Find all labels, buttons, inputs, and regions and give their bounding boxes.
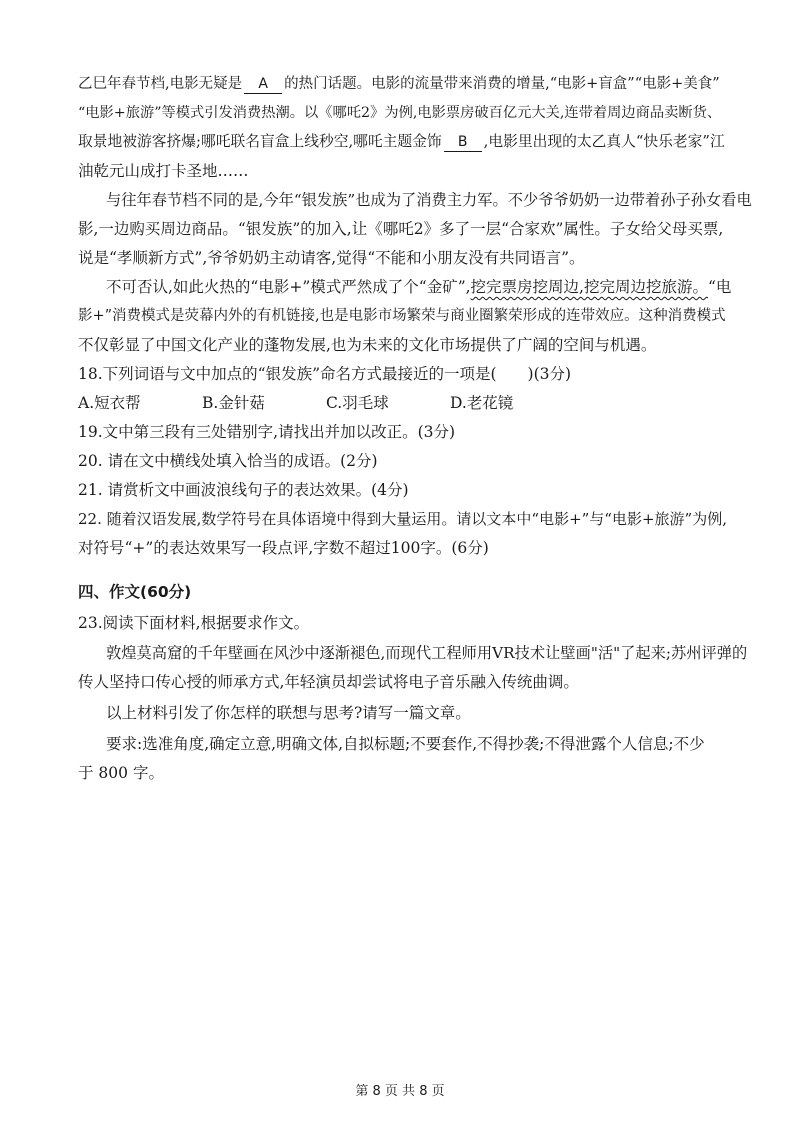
- option-d: D.老花镜: [450, 394, 514, 412]
- section-heading: 四、作文(60分): [78, 583, 192, 601]
- question-18-options: [78, 392, 728, 414]
- material-line1: 敦煌莫高窟的千年壁画在风沙中逐渐褪色,而现代工程师用VR技术让壁画"活"了起来;苏州评弹的: [106, 644, 748, 662]
- question-22-line1: 22. 随着汉语发展,数学符号在具体语境中得到大量运用。请以文本中“电影+”与“电影+旅游”为例,: [78, 510, 727, 528]
- question-20: 20. 请在文中横线处填入恰当的成语。(2分): [78, 452, 378, 470]
- passage-p2-line1: 与往年春节档不同的是,今年“银发族”也成为了消费主力军。不少爷爷奶奶一边带着孙子孙女看电: [106, 191, 752, 209]
- option-c: C.羽毛球: [326, 394, 389, 412]
- material-line2: 传人坚持口传心授的师承方式,年轻演员却尝试将电子音乐融入传统曲调。: [78, 673, 579, 691]
- wavy-underlined-sentence: 挖完票房挖周边,挖完周边挖旅游。: [470, 278, 708, 296]
- option-a: A.短衣帮: [78, 394, 141, 412]
- option-b: B.金针菇: [202, 394, 265, 412]
- passage-p2-line2: 影,一边购买周边商品。“银发族”的加入,让《哪吒2》多了一层“合家欢”属性。子女给父母买票,: [78, 220, 724, 238]
- writing-prompt: 以上材料引发了你怎样的联想与思考?请写一篇文章。: [106, 704, 471, 722]
- requirements-line1: 要求:选准角度,确定立意,明确文体,自拟标题;不要套作,不得抄袭;不得泄露个人信息;不少: [106, 735, 705, 753]
- question-21: 21. 请赏析文中画波浪线句子的表达效果。(4分): [78, 481, 409, 499]
- passage-p1-line3: 取景地被游客挤爆;哪吒联名盲盒上线秒空,哪吒主题金饰 B ,电影里出现的太乙真人“快乐老家”江: [78, 133, 725, 150]
- question-22-line2: 对符号“+”的表达效果写一段点评,字数不超过100字。(6分): [78, 539, 489, 557]
- blank-b: B: [444, 134, 482, 152]
- passage-p1-line2: “电影+旅游”等模式引发消费热潮。以《哪吒2》为例,电影票房破百亿元大关,连带着周边商品卖断货、: [78, 105, 722, 121]
- question-18: 18.下列词语与文中加点的“银发族”命名方式最接近的一项是( )(3分): [78, 365, 572, 383]
- passage-p3-line2: 影+”消费模式是荧幕内外的有机链接,也是电影市场繁荣与商业圈繁荣形成的连带效应。这种消费模式: [78, 308, 726, 324]
- page-number: 第 8 页 共 8 页: [355, 1084, 445, 1099]
- passage-p2-line3: 说是“孝顺新方式”,爷爷奶奶主动请客,觉得“不能和小朋友没有共同语言”。: [78, 249, 585, 267]
- requirements-line2: 于 800 字。: [78, 764, 164, 782]
- passage-p3-line3: 不仅彰显了中国文化产业的蓬物发展,也为未来的文化市场提供了广阔的空间与机遇。: [78, 336, 657, 354]
- passage-p3-line1: 不可否认,如此火热的“电影+”模式严然成了个“金矿”,挖完票房挖周边,挖完周边挖旅游。“电: [106, 278, 732, 296]
- question-19: 19.文中第三段有三处错别字,请找出并加以改正。(3分): [78, 423, 456, 441]
- passage-p1-line1: 乙巳年春节档,电影无疑是 A 的热门话题。电影的流量带来消费的增量,“电影+盲盒”“电影+美食”: [78, 76, 720, 92]
- blank-a: A: [244, 76, 282, 94]
- question-23: 23.阅读下面材料,根据要求作文。: [78, 614, 310, 632]
- passage-p1-line4: 油乾元山成打卡圣地……: [78, 162, 249, 180]
